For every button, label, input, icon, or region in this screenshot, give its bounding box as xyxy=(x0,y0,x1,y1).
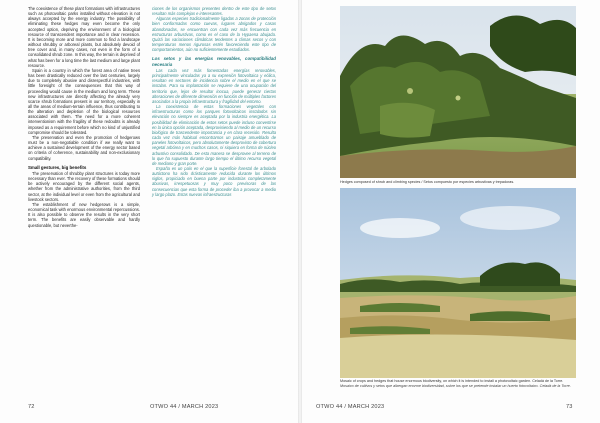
es-paragraph-3: Las cada vez más fomentadas energías renovables, principalmente vinculadas ya a su expresión fotovoltaica y eólica, resultan en sectores de incidencia sobre el medio en el que se instalan. Para su implantación se requiere de una ocupación del territorio que, lejos de resultar inocua, puede generar ciertas alteraciones de diferente dimensión en función de múltiples factores asociados a la propia infraestructura y fragilidad del entorno. xyxy=(152,68,276,104)
right-page-number: 73 xyxy=(566,404,573,410)
en-paragraph-1: The coexistence of these plant formations with infrastructures such as photovoltaic parks installed without elevation is not always accepted by the energy industry. The possibility of eliminating these hedges may even become the only accepted option, depriving the environment of a biological resource of transcendent importance and in clear recession. It is becoming more and more common to find a landscape without shrubby or arboreal plants, but absolutely devoid of tree cover and, in many cases, not even in the form of a consolidated shrub zone. In this way, the terrain is deprived of what has been for a long time the last medium and large plant resource. xyxy=(28,6,140,68)
mosaic-caption-en: Mosaic of crops and hedges that house enormous biodiversity, on which it is intended to install a photovoltaic garden. Celadá de la Torre. xyxy=(340,379,564,383)
left-page-number: 72 xyxy=(28,404,35,410)
mosaic-photo-caption xyxy=(340,379,576,388)
en-paragraph-4: The preservation of shrubby plant structures is today more necessary than ever. The recovery of these formations should be actively encouraged by the different social agents, whether from the administrative authorities, from the third sector, at the individual level or even from the agricultural and livestock sectors. xyxy=(28,170,140,202)
en-paragraph-3: The preservation and even the promotion of hedgerows must be a non-negotiable condition if we really want to achieve a sustained development of the energy sector based on criteria of coherence, sustainability and non-exclusionary compatibility. xyxy=(28,134,140,161)
en-paragraph-2: Spain is a country in which the forest area of native trees has been drastically reduced over the last centuries, largely due to completely abusive and disrespectful industries, with little foresight of the consequences that this way of proceeding would cause in the medium and long term. These new infrastructures are directly affecting the already very scarce shrub formations present in our territory, especially in all the areas of medium-terrain influence, thus contributing to the alteration and depletion of the biological resources associated with them. The need for a more coherent interventionism with the fragility of these redoubts is already imposed as a requirement before which no kind of unjustified compromise should be tolerated. xyxy=(28,67,140,135)
en-section-heading: Small gestures, big benefits xyxy=(28,164,87,170)
mosaic-caption-es: Mosaico de cultivos y setos que albergan enorme biodiversidad, sobre los que se pretende instalar un huerto fotovoltaico. Celadá de la Torre. xyxy=(340,383,571,388)
left-page-footer: OTWO 44 / MARCH 2023 xyxy=(150,404,219,410)
english-column xyxy=(28,6,140,228)
es-paragraph-1: ciones de los organismos presentes dentro de este tipo de setos resultan más complejas e interesantes. xyxy=(152,6,276,17)
hedge-photo-caption: Hedges composed of shrub and climbing species / Setos compuesto por especies arbustivas y trepadoras. xyxy=(340,180,515,184)
right-page xyxy=(302,0,600,423)
es-section-heading: Los setos y las energías renovables, compatibilidad necesaria xyxy=(152,56,276,67)
es-paragraph-4: La coexistencia de estas formaciones vegetales con infraestructuras como los parques fotovoltaicos instalados sin elevación no siempre es aceptada por la industria energética. La posibilidad de eliminación de estos setos puede incluso convertirse en la única opción aceptada, desprovisiendo al medio de un recurso biológico de trascendente importancia y en clara recesión. Resulta cada vez más habitual encontrarnos un paisaje amueblado de paneles fotovoltaicos, pero absolutamente desprovisto de cobertura vegetal arbórea y en muchos casos, ni siquiera en forma de núcleo arbustivo consolidado. De esta manera se desprovee al terreno de lo que ha supuesto durante largo tiempo el último recurso vegetal de mediano y gran porte. xyxy=(152,104,276,166)
hedge-photo xyxy=(340,6,576,178)
spanish-column xyxy=(152,6,276,197)
en-paragraph-5: The establishment of new hedgerows is a simple, economical task with enormous environmental repercussions. It is also possible to observe the results in the very short term. The benefits are easily observable and hardly questionable, but neverthe- xyxy=(28,201,140,228)
mosaic-landscape-photo xyxy=(340,188,576,378)
es-paragraph-2: Algunas especies tradicionalmente ligadas a zonas de protección bien conformadas como cuevas, lugares abrigados y casas abandonadas, se encuentran con cada vez más frecuencia en estructuras arbustivas, como es el caso de la Hypaena abujada. Quizá las variaciones climáticas tendentes a climas secos y con temperaturas menos rigurosas estén favoreciendo este tipo de comportamientos, aún no suficientemente estudiados. xyxy=(152,16,276,53)
right-page-footer: OTWO 44 / MARCH 2023 xyxy=(316,404,385,410)
left-page xyxy=(0,0,298,423)
es-paragraph-5: España es un país en el que la superficie forestal de arbolado autóctono ha sido drásticamente reducida durante los últimos siglos, propiciado en buena parte por industrias completamente abusivas, irrespetuosas y muy poco previsoras de las consecuencias que esta forma de proceder iba a provocar a medio y largo plazo. Estas nuevas infraestructuras xyxy=(152,165,276,197)
